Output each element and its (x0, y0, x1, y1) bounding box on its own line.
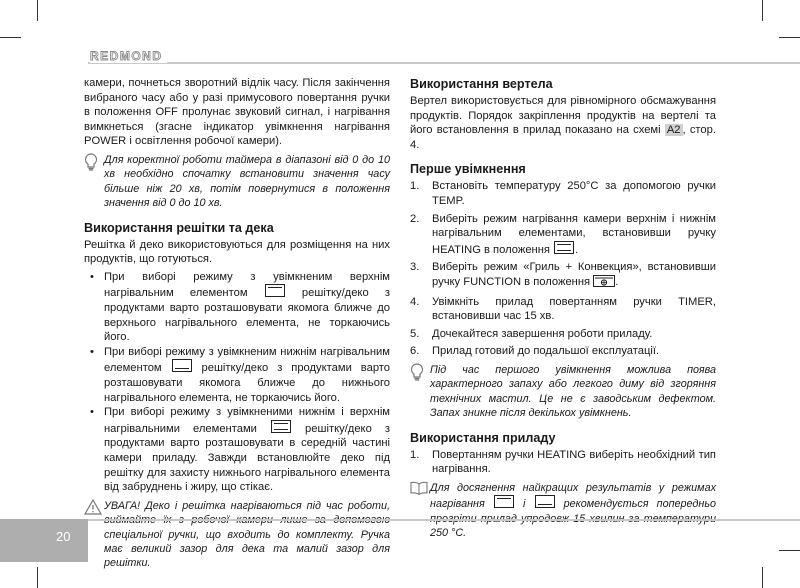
spit-heading: Використання вертела (410, 77, 553, 91)
footer-rule (88, 519, 800, 521)
top-heating-icon (494, 495, 514, 508)
spit-paragraph: Вертел використовується для рівномірного обсмажування продуктів. Порядок закріплення продуктів на вертелі та його встановлення в прилад показано на схемі A2 , стор. 4. (410, 95, 716, 151)
left-column (84, 76, 390, 571)
timer-note (84, 153, 390, 211)
first-use-heading: Перше увімкнення (410, 162, 526, 177)
top-heating-icon (265, 284, 285, 297)
first-use-note-text: Під час першого увімкнення можлива поява характерного запаху або легкого диму від згоряння технічних мастил. Це не є заводським дефектом. Запах зникне після декількох увімкнень. (430, 363, 716, 420)
intro-paragraph: камери, почнеться зворотний відлік часу. Після закінчення вибраного часу або у разі примусового повертання ручки в положення OFF пролунає звуковий сигнал, і нагрівання вимкнеться (згасне індикатор увімкнення нагрівання POWER і освітлення робочої камери). (84, 77, 390, 148)
bottom-heating-icon (172, 359, 192, 372)
grill-convection-icon (593, 275, 615, 292)
crop-mark (0, 37, 21, 38)
list-item: • При виборі режиму з увімкненим верхнім нагрівальним елементом решітку/деко з продуктами варто розташовувати якомога ближче до верхнього нагрівального елемента, не торкаючись його. (84, 270, 390, 345)
crop-mark (779, 37, 800, 38)
list-item: 1. Встановіть температуру 250°С за допомогою ручки TEMP. (410, 180, 716, 207)
lightbulb-icon (410, 363, 430, 385)
crop-mark (37, 0, 38, 21)
list-item: 6. Прилад готовий до подальшої експлуатації. (410, 345, 660, 358)
crop-mark (762, 567, 763, 588)
top-bottom-heating-icon (554, 241, 574, 254)
first-use-note (410, 363, 716, 421)
crop-mark (762, 0, 763, 21)
right-column (410, 76, 716, 540)
brand-logo: REDMOND (90, 49, 167, 63)
grill-intro: Решітка й деко використовуються для розміщення на них продуктів, що готуються. (84, 238, 390, 266)
usage-steps (410, 448, 716, 477)
usage-heading: Використання приладу (410, 430, 556, 445)
list-item: 2. Виберіть режим нагрівання камери верхнім і нижнім нагрівальним елементами, встановивши ручку HEATING в положення . (410, 212, 716, 256)
timer-note-text: Для коректної роботи таймера в діапазоні від 0 до 10 хв необхідно спочатку встановити значення часу більше ніж 20 хв, потім повернутися в положення значення від 0 до 10 хв. (104, 153, 390, 210)
header-rule (88, 62, 800, 64)
bottom-heating-icon (535, 495, 555, 508)
book-icon (410, 481, 430, 499)
page-number-tab (0, 519, 88, 562)
crop-mark (37, 567, 38, 588)
warning-note (84, 499, 390, 571)
list-item: 3. Виберіть режим «Гриль + Конвекция», встановивши ручку FUNCTION в положення . (410, 260, 716, 291)
warning-note-text: УВАГА! Деко і решітка нагріваються під час роботи, спеціальної ручки, що входить до комплекту. Ручка має великий зазор для дека та малий зазор для решітки. (104, 499, 390, 570)
list-item: 5. Дочекайтеся завершення роботи приладу. (410, 327, 653, 340)
schema-ref: A2 (666, 124, 681, 137)
list-item: • При виборі режиму з увімкненим нижнім нагрівальним елементом решітку/деко з продуктами варто розташовувати якомога ближче до нижнього нагрівального елемента, не торкаючись його. (84, 345, 390, 405)
lightbulb-icon (84, 153, 104, 175)
top-bottom-heating-icon (271, 420, 291, 433)
list-item: 4. Увімкніть прилад повертанням ручки TIMER, встановивши час 15 хв. (410, 295, 716, 323)
warning-triangle-icon (84, 499, 104, 519)
list-item: 1. Повертанням ручки HEATING виберіть необхідний тип нагрівання. (410, 448, 716, 476)
crop-mark (779, 550, 800, 551)
page-number: 20 (56, 529, 71, 544)
grill-heading: Використання решітки та дека (84, 220, 274, 235)
first-use-steps (410, 179, 716, 359)
grill-bullet-list (84, 270, 390, 495)
preheat-note: Для досягнення найкращих результатів у режимах нагрівання і рекомендується попередньо 250 °С. (410, 481, 716, 541)
list-item: • При виборі режиму з увімкненими нижнім і верхнім нагрівальними елементами решітку/деко з продуктами варто розташовувати в середній частині камери приладу. Завжди встановлюйте деко під решітку для захисту нижнього нагрівального елемента від забруднень і жиру, що стікає. (84, 405, 390, 495)
